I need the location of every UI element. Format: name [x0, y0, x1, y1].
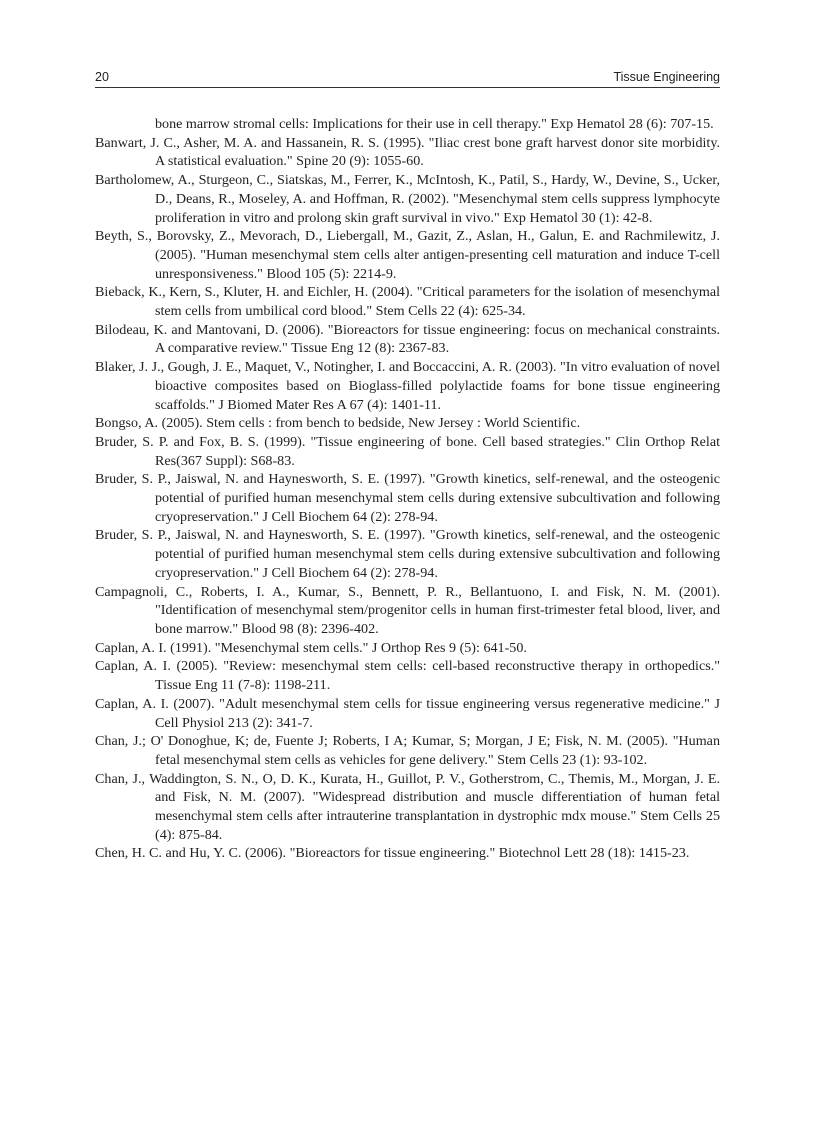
reference-item: Caplan, A. I. (1991). "Mesenchymal stem cells." J Orthop Res 9 (5): 641-50. [95, 639, 527, 656]
reference-item: Blaker, J. J., Gough, J. E., Maquet, V., Notingher, I. and Boccaccini, A. R. (2003). "In vitro evaluation of novel bioactive composites based on Bioglass-filled polylactide foams for bone tissue engineering scaffolds." J Biomed Mater Res A 67 (4): 1401-11. [95, 359, 720, 413]
page-header [95, 70, 720, 88]
reference-item: Chan, J.; O' Donoghue, K; de, Fuente J; Roberts, I A; Kumar, S; Morgan, J E; Fisk, N. M. (2005). "Human fetal mesenchymal stem cells as vehicles for gene delivery." Stem Cells 23 (1): 93-102. [95, 733, 720, 768]
reference-list [95, 115, 720, 863]
reference-item: Beyth, S., Borovsky, Z., Mevorach, D., Liebergall, M., Gazit, Z., Aslan, H., Galun, E. and Rachmilewitz, J. (2005). "Human mesenchymal stem cells alter antigen-presenting cell maturation and induce T-cell unresponsiveness." Blood 105 (5): 2214-9. [95, 228, 720, 282]
running-title: Tissue Engineering [613, 70, 720, 84]
reference-item: Campagnoli, C., Roberts, I. A., Kumar, S., Bennett, P. R., Bellantuono, I. and Fisk, N. M. (2001). "Identification of mesenchymal stem/progenitor cells in human first-trimester fetal blood, liver, and bone marrow." Blood 98 (8): 2396-402. [95, 583, 720, 637]
reference-item: Bruder, S. P. and Fox, B. S. (1999). "Tissue engineering of bone. Cell based strategies." Clin Orthop Relat Res(367 Suppl): S68-83. [95, 433, 720, 469]
reference-item: Bruder, S. P., Jaiswal, N. and Haynesworth, S. E. (1997). "Growth kinetics, self-renewal, and the osteogenic potential of purified human mesenchymal stem cells during extensive subcultivation and following cryopreservation." J Cell Biochem 64 (2): 278-94. [95, 527, 720, 581]
reference-item: Bartholomew, A., Sturgeon, C., Siatskas, M., Ferrer, K., McIntosh, K., Patil, S., Hardy, W., Devine, S., Ucker, D., Deans, R., Moseley, A. and Hoffman, R. (2002). "Mesenchymal stem cells suppress lymphocyte proliferation in vitro and prolong skin graft survival in vivo." Exp Hematol 30 (1): 42-8. [95, 172, 720, 226]
reference-item: Bieback, K., Kern, S., Kluter, H. and Eichler, H. (2004). "Critical parameters for the isolation of mesenchymal stem cells from umbilical cord blood." Stem Cells 22 (4): 625-34. [95, 284, 720, 320]
reference-item: Banwart, J. C., Asher, M. A. and Hassanein, R. S. (1995). "Iliac crest bone graft harvest donor site morbidity. A statistical evaluation." Spine 20 (9): 1055-60. [95, 134, 720, 170]
reference-item: Chan, J., Waddington, S. N., O, D. K., Kurata, H., Guillot, P. V., Gotherstrom, C., Themis, M., Morgan, J. E. and Fisk, N. M. (2007). "Widespread distribution and muscle differentiation of human fetal mesenchymal stem cells after intrauterine transplantation in dystrophic mdx mouse." Stem Cells 25 (4): 875-84. [95, 770, 720, 843]
reference-item: Bruder, S. P., Jaiswal, N. and Haynesworth, S. E. (1997). "Growth kinetics, self-renewal, and the osteogenic potential of purified human mesenchymal stem cells during extensive subcultivation and following cryopreservation." J Cell Biochem 64 (2): 278-94. [95, 471, 720, 525]
reference-item: Caplan, A. I. (2007). "Adult mesenchymal stem cells for tissue engineering versus regenerative medicine." J Cell Physiol 213 (2): 341-7. [95, 695, 720, 731]
page-number: 20 [95, 70, 109, 84]
reference-item: Caplan, A. I. (2005). "Review: mesenchymal stem cells: cell-based reconstructive therapy in orthopedics." Tissue Eng 11 (7-8): 1198-211. [95, 658, 720, 694]
reference-item: Bilodeau, K. and Mantovani, D. (2006). "Bioreactors for tissue engineering: focus on mechanical constraints. A comparative review." Tissue Eng 12 (8): 2367-83. [95, 321, 720, 357]
reference-item: Bongso, A. (2005). Stem cells : from bench to bedside, New Jersey : World Scientific. [95, 415, 581, 432]
reference-item: Chen, H. C. and Hu, Y. C. (2006). "Bioreactors for tissue engineering." Biotechnol Lett 28 (18): 1415-23. [95, 845, 690, 862]
reference-item: bone marrow stromal cells: Implications for their use in cell therapy." Exp Hematol 28 (6): 707-15. [155, 116, 714, 132]
